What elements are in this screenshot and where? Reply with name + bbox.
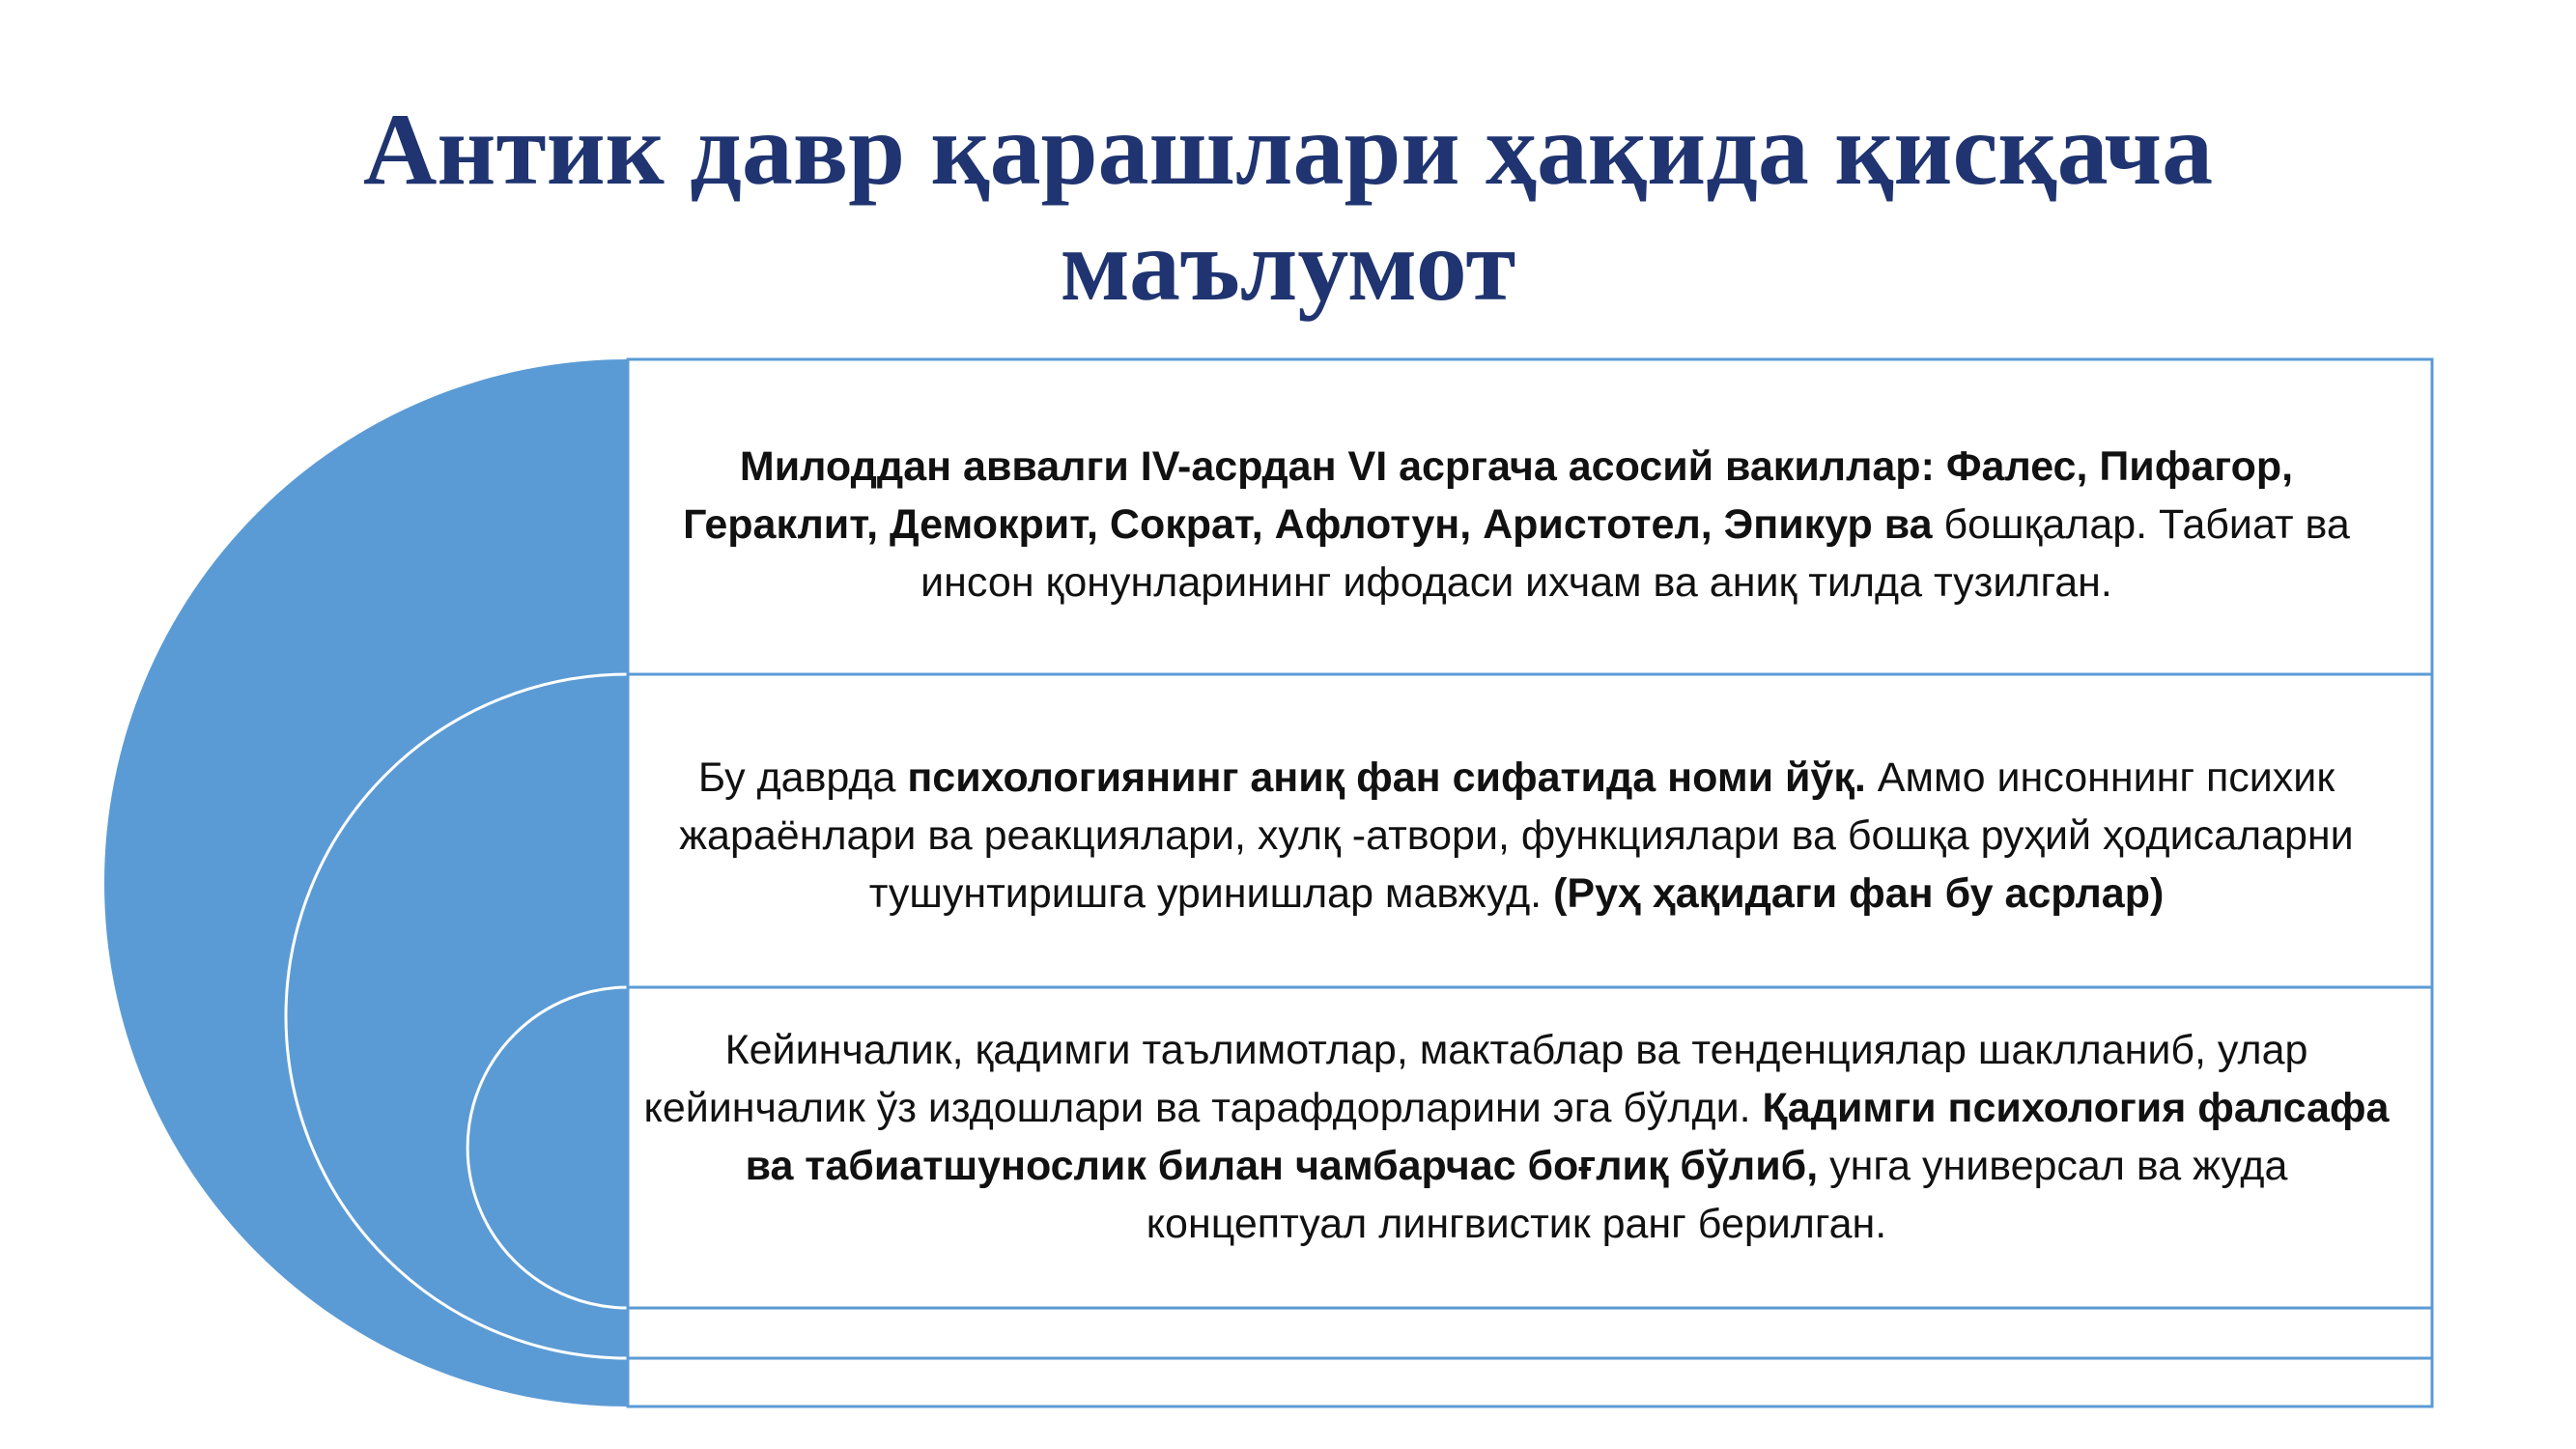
text-block-2: [637, 715, 2395, 956]
text-block-1-content: [637, 438, 2395, 611]
text-segment: Милоддан аввалги IV-асрдан VI асргача асосий вакиллар: Фалес, Пифагор, Гераклит, Демокрит, Сократ, Афлотун, Аристотел, Эпикур ва: [683, 443, 2294, 548]
text-block-1: [637, 413, 2395, 636]
text-segment: Аммо инсоннинг психик жараёнлари ва реакциялари, хулқ -атвори, функциялари ва бошқа руҳий ҳодисаларни тушунтиришга уринишлар мавжуд.: [679, 754, 2354, 917]
text-block-3: [637, 1026, 2395, 1248]
title-line-2: маълумот: [1060, 209, 1516, 322]
text-segment: Қадимги психология фалсафа ва табиатшунослик билан чамбарчас боғлиқ бўлиб,: [745, 1085, 2390, 1189]
text-segment: (Руҳ ҳақидаги фан бу асрлар): [1553, 870, 2165, 917]
text-segment: Кейинчалик, қадимги таълимотлар, мактаблар ва тенденциялар шаклланиб, улар кейинчалик ўз издошлари ва тарафдорларини эга бўлди.: [643, 1027, 2308, 1131]
text-segment: психологиянинг аниқ фан сифатида номи йўқ.: [907, 754, 1866, 801]
text-segment: унга универсал ва жуда концептуал лингвистик ранг берилган.: [1146, 1143, 2288, 1247]
text-segment: бошқалар. Табиат ва инсон қонунларининг ифодаси ихчам ва аниқ тилда тузилган.: [920, 501, 2350, 606]
outer-arc: [104, 359, 628, 1406]
text-block-3-content: [637, 1021, 2395, 1253]
text-segment: Бу даврда: [697, 754, 908, 801]
text-block-2-content: [637, 749, 2395, 923]
title-line-1: Антик давр қарашлари ҳақида қисқача: [362, 93, 2214, 206]
